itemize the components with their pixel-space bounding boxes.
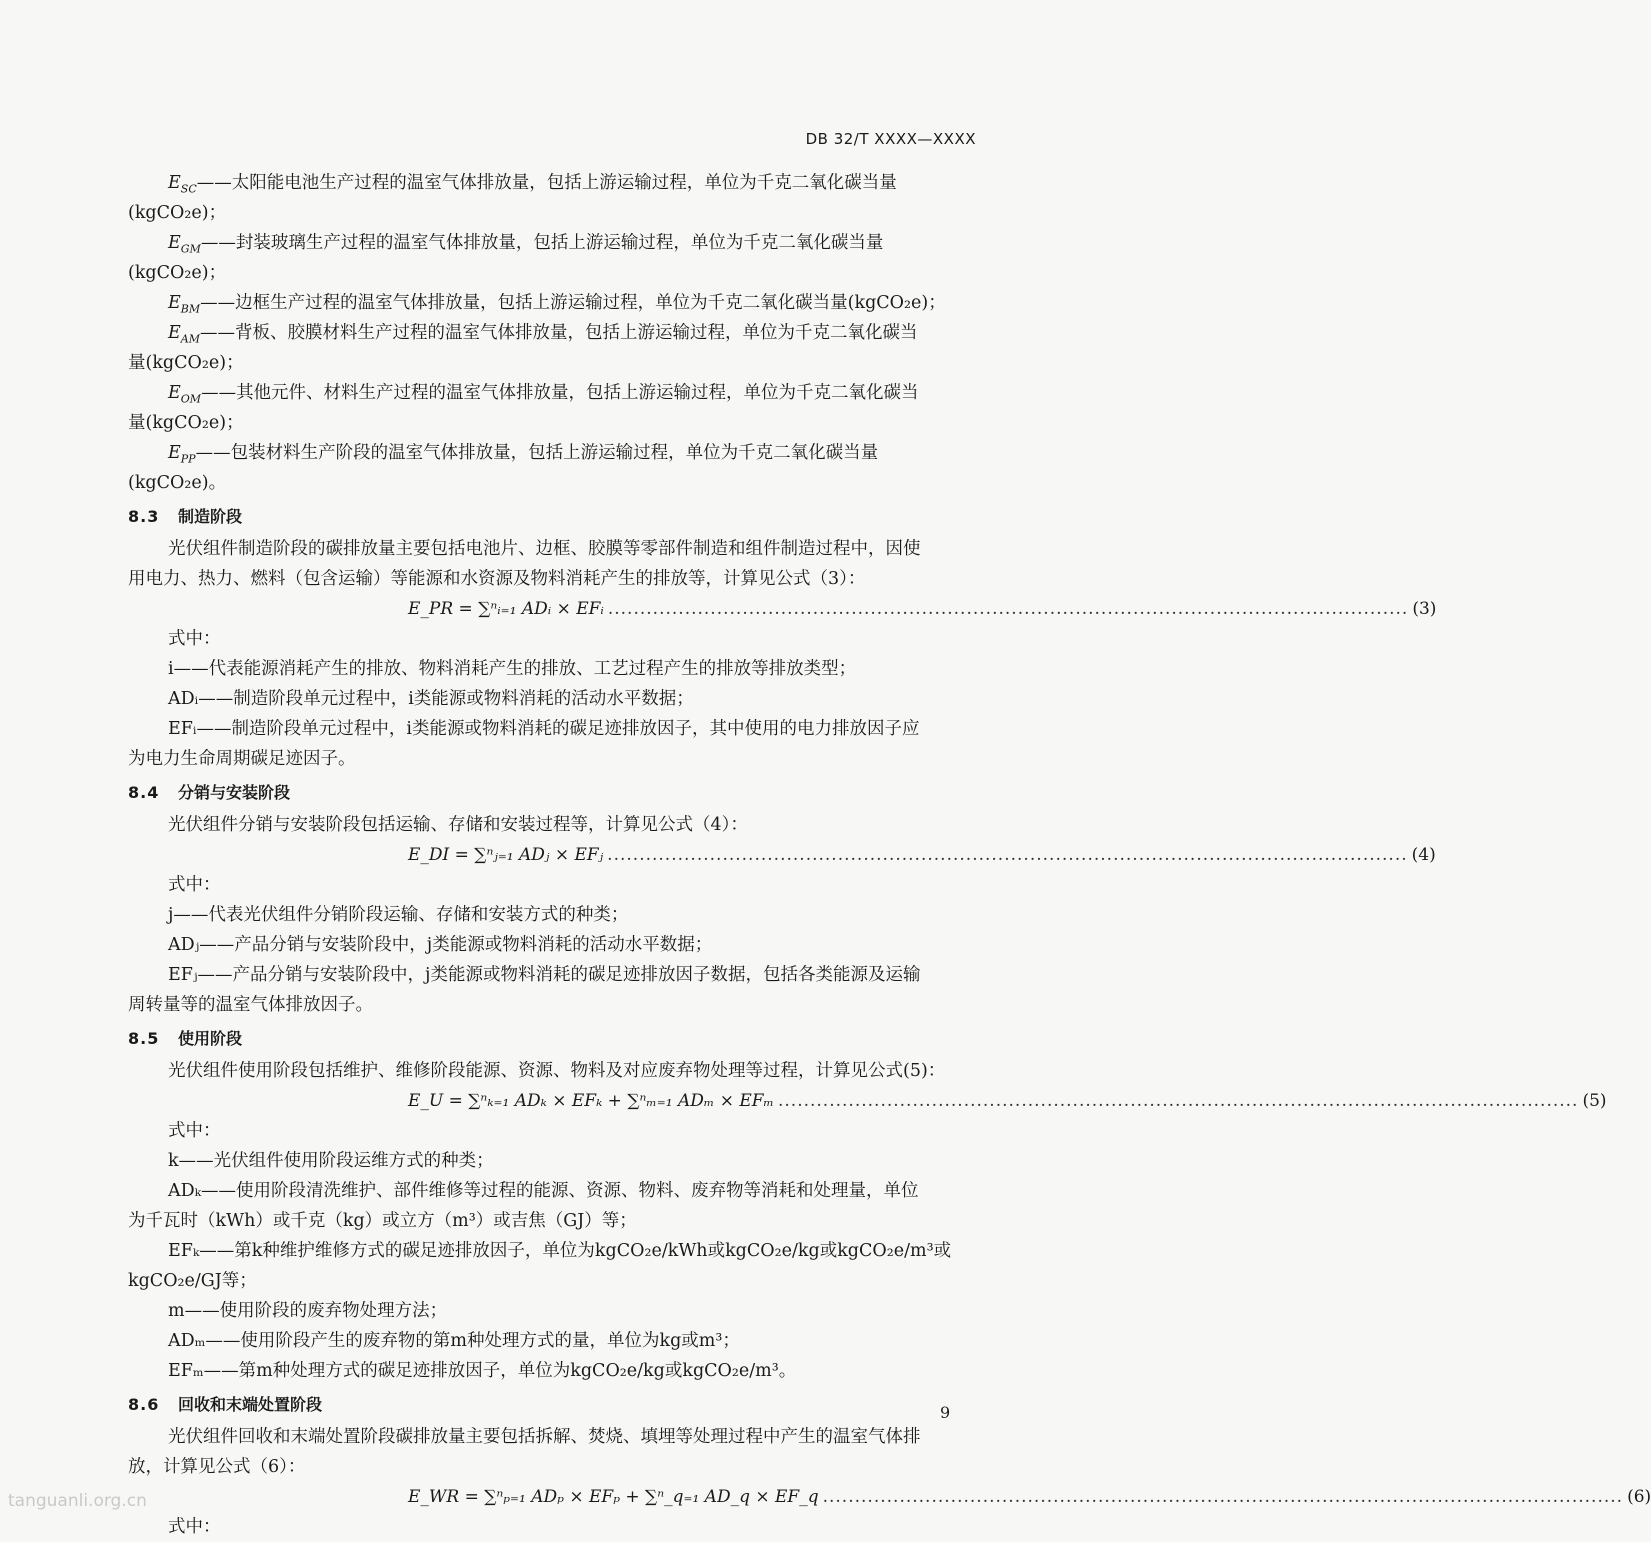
symbol: E — [168, 323, 181, 343]
paragraph-line: 光伏组件制造阶段的碳排放量主要包括电池片、边框、胶膜等零部件制造和组件制造过程中，因使 — [168, 539, 921, 559]
where-label: 式中： — [168, 1517, 221, 1537]
where-label: 式中： — [168, 875, 221, 895]
definition-line: i——代表能源消耗产生的排放、物料消耗产生的排放、工艺过程产生的排放等排放类型； — [168, 659, 857, 679]
leader-dots: ............................................................................................................................. — [607, 845, 1408, 865]
section-heading-8-3 — [128, 500, 978, 534]
definition-continuation: 量(kgCO₂e)； — [128, 413, 244, 433]
definition-egm — [128, 228, 978, 258]
symbol-subscript: AM — [180, 332, 200, 346]
definition-continuation: (kgCO₂e)； — [128, 263, 227, 283]
section-heading-8-4 — [128, 776, 978, 810]
section-number: 8.4 — [128, 783, 160, 802]
symbol: E — [168, 443, 181, 463]
page-number: 9 — [940, 1403, 951, 1422]
formula-3 — [128, 594, 1437, 624]
formula-expression: E_PR = ∑ⁿᵢ₌₁ ADᵢ × EFᵢ — [408, 599, 604, 619]
where-label: 式中： — [168, 629, 221, 649]
definition-line: ADₖ——使用阶段清洗维护、部件维修等过程的能源、资源、物料、废弃物等消耗和处理量，单位 — [168, 1181, 919, 1201]
symbol-subscript: GM — [180, 242, 201, 256]
section-title: 使用阶段 — [178, 1029, 243, 1048]
definition-text: ——边框生产过程的温室气体排放量，包括上游运输过程，单位为千克二氧化碳当量(kgCO₂e)； — [200, 293, 946, 313]
formula-expression: E_U = ∑ⁿₖ₌₁ ADₖ × EFₖ + ∑ⁿₘ₌₁ ADₘ × EFₘ — [408, 1091, 774, 1111]
section-heading-8-6 — [128, 1388, 978, 1422]
page-content — [128, 168, 1651, 1542]
section-number: 8.6 — [128, 1395, 160, 1414]
definition-eom — [128, 378, 978, 408]
paragraph-line: 放，计算见公式（6）： — [128, 1457, 306, 1477]
leader-dots: ............................................................................................................................. — [607, 599, 1409, 619]
section-number: 8.3 — [128, 507, 160, 526]
formula-6 — [128, 1482, 1651, 1512]
definition-line: EFₖ——第k种维护维修方式的碳足迹排放因子，单位为kgCO₂e/kWh或kgCO₂e/kg或kgCO₂e/m³或 — [168, 1241, 952, 1261]
definition-esc — [128, 168, 978, 198]
definition-line: m——使用阶段的废弃物处理方法； — [168, 1301, 448, 1321]
formula-number: (6) — [1627, 1487, 1651, 1507]
definition-continuation: 周转量等的温室气体排放因子。 — [128, 995, 373, 1015]
standard-code: DB 32/T XXXX—XXXX — [805, 130, 976, 148]
symbol: E — [168, 293, 181, 313]
definition-line: ADₘ——使用阶段产生的废弃物的第m种处理方式的量，单位为kg或m³； — [168, 1331, 740, 1351]
formula-number: (3) — [1412, 599, 1437, 619]
symbol: E — [168, 233, 181, 253]
section-title: 制造阶段 — [178, 507, 243, 526]
definition-text: ——太阳能电池生产过程的温室气体排放量，包括上游运输过程，单位为千克二氧化碳当量 — [196, 173, 897, 193]
where-label: 式中： — [168, 1121, 221, 1141]
definition-text: ——其他元件、材料生产过程的温室气体排放量，包括上游运输过程，单位为千克二氧化碳当 — [201, 383, 919, 403]
definition-line: j——代表光伏组件分销阶段运输、存储和安装方式的种类； — [168, 905, 629, 925]
definition-line: k——光伏组件使用阶段运维方式的种类； — [168, 1151, 494, 1171]
definition-line: ADⱼ——产品分销与安装阶段中，j类能源或物料消耗的活动水平数据； — [168, 935, 713, 955]
definition-text: ——封装玻璃生产过程的温室气体排放量，包括上游运输过程，单位为千克二氧化碳当量 — [200, 233, 884, 253]
section-number: 8.5 — [128, 1029, 160, 1048]
definition-continuation: 为千瓦时（kWh）或千克（kg）或立方（m³）或吉焦（GJ）等； — [128, 1211, 637, 1231]
definition-epp — [128, 438, 978, 468]
watermark-text: tanguanli.org.cn — [8, 1491, 147, 1511]
definition-eam — [128, 318, 978, 348]
section-heading-8-5 — [128, 1022, 978, 1056]
definition-continuation: (kgCO₂e)。 — [128, 473, 227, 493]
definition-line: EFₘ——第m种处理方式的碳足迹排放因子，单位为kgCO₂e/kg或kgCO₂e/m³。 — [168, 1361, 797, 1381]
definition-line: EFᵢ——制造阶段单元过程中，i类能源或物料消耗的碳足迹排放因子，其中使用的电力排放因子应 — [168, 719, 920, 739]
definition-line: EFⱼ——产品分销与安装阶段中，j类能源或物料消耗的碳足迹排放因子数据，包括各类能源及运输 — [168, 965, 921, 985]
symbol-subscript: PP — [180, 452, 196, 466]
definition-continuation: kgCO₂e/GJ等； — [128, 1271, 257, 1291]
definition-continuation: 为电力生命周期碳足迹因子。 — [128, 749, 356, 769]
formula-number: (5) — [1582, 1091, 1607, 1111]
paragraph-line: 光伏组件分销与安装阶段包括运输、存储和安装过程等，计算见公式（4）： — [168, 815, 748, 835]
formula-4 — [128, 840, 1436, 870]
paragraph-line: 用电力、热力、燃料（包含运输）等能源和水资源及物料消耗产生的排放等，计算见公式（3）： — [128, 569, 866, 589]
paragraph-line: 光伏组件回收和末端处置阶段碳排放量主要包括拆解、焚烧、填埋等处理过程中产生的温室气体排 — [168, 1427, 921, 1447]
definition-continuation: 量(kgCO₂e)； — [128, 353, 244, 373]
symbol-subscript: OM — [180, 392, 202, 406]
section-title: 分销与安装阶段 — [178, 783, 291, 802]
definition-ebm — [128, 288, 978, 318]
formula-number: (4) — [1411, 845, 1436, 865]
leader-dots: ............................................................................................................................. — [822, 1487, 1624, 1507]
definition-text: ——背板、胶膜材料生产过程的温室气体排放量，包括上游运输过程，单位为千克二氧化碳当 — [200, 323, 918, 343]
symbol: E — [168, 173, 181, 193]
formula-5 — [128, 1086, 1607, 1116]
definition-line: ADᵢ——制造阶段单元过程中，i类能源或物料消耗的活动水平数据； — [168, 689, 694, 709]
definition-continuation: (kgCO₂e)； — [128, 203, 227, 223]
section-title: 回收和末端处置阶段 — [178, 1395, 323, 1414]
symbol: E — [168, 383, 181, 403]
paragraph-line: 光伏组件使用阶段包括维护、维修阶段能源、资源、物料及对应废弃物处理等过程，计算见公式(5)： — [168, 1061, 946, 1081]
definition-text: ——包装材料生产阶段的温室气体排放量，包括上游运输过程，单位为千克二氧化碳当量 — [195, 443, 879, 463]
formula-expression: E_WR = ∑ⁿₚ₌₁ ADₚ × EFₚ + ∑ⁿ_q₌₁ AD_q × EF_q — [408, 1487, 819, 1507]
definition-list — [128, 168, 978, 498]
formula-expression: E_DI = ∑ⁿⱼ₌₁ ADⱼ × EFⱼ — [408, 845, 604, 865]
symbol-subscript: SC — [180, 182, 197, 196]
symbol-subscript: BM — [180, 302, 201, 316]
leader-dots: ............................................................................................................................. — [777, 1091, 1579, 1111]
